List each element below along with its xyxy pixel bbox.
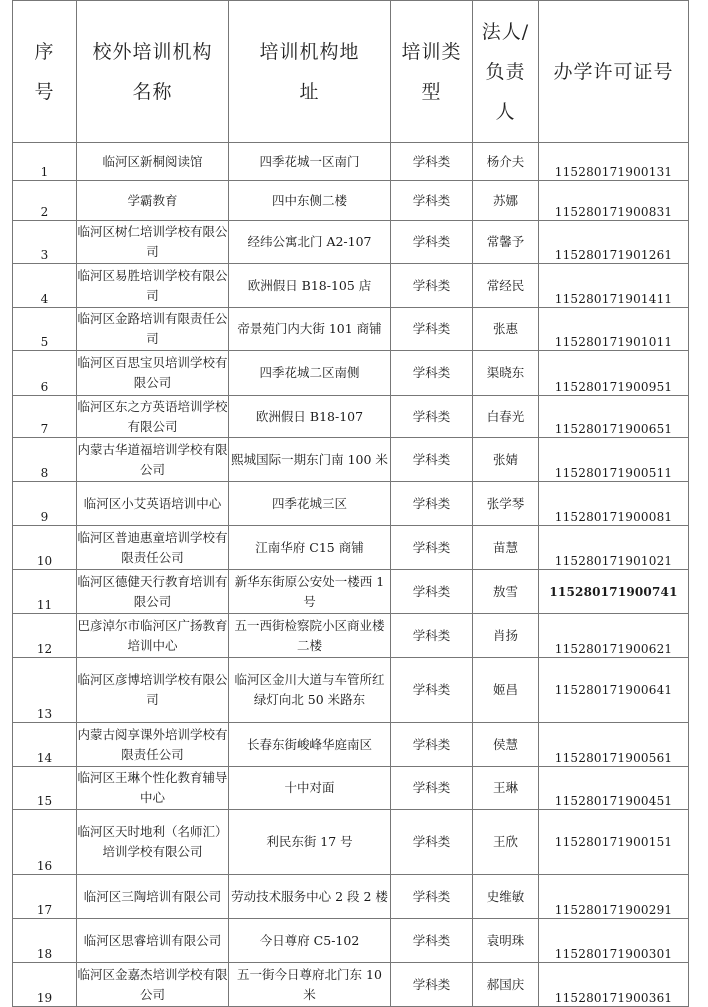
cell-address: 四季花城一区南门 <box>229 143 391 181</box>
table-row <box>13 658 689 723</box>
cell-license: 115280171900361 <box>539 963 689 1007</box>
cell-seq: 17 <box>13 875 77 919</box>
cell-seq: 15 <box>13 767 77 810</box>
cell-license: 115280171900301 <box>539 919 689 963</box>
header-seq <box>13 1 77 143</box>
cell-name: 临河区小艾英语培训中心 <box>77 482 229 526</box>
cell-type: 学科类 <box>391 658 473 723</box>
table-row <box>13 614 689 658</box>
cell-seq: 9 <box>13 482 77 526</box>
cell-type: 学科类 <box>391 351 473 396</box>
cell-name: 临河区彦博培训学校有限公司 <box>77 658 229 723</box>
header-address-line: 培训机构地 <box>259 40 360 63</box>
cell-type: 学科类 <box>391 614 473 658</box>
cell-license: 115280171900621 <box>539 614 689 658</box>
cell-license: 115280171900561 <box>539 723 689 767</box>
cell-seq: 7 <box>13 396 77 438</box>
cell-type: 学科类 <box>391 810 473 875</box>
table-row <box>13 221 689 264</box>
header-person-line: 负责 <box>485 60 526 83</box>
cell-name: 临河区金嘉杰培训学校有限公司 <box>77 963 229 1007</box>
header-person-line: 法人/ <box>481 20 530 43</box>
cell-person: 白春光 <box>473 396 539 438</box>
cell-seq: 16 <box>13 810 77 875</box>
table-row <box>13 396 689 438</box>
cell-name: 临河区王琳个性化教育辅导中心 <box>77 767 229 810</box>
cell-license: 115280171900291 <box>539 875 689 919</box>
cell-person: 苗慧 <box>473 526 539 570</box>
cell-address: 临河区金川大道与车管所红绿灯向北 50 米路东 <box>229 658 391 723</box>
cell-name: 内蒙古华道福培训学校有限公司 <box>77 438 229 482</box>
header-license <box>539 1 689 143</box>
cell-name: 临河区三陶培训有限公司 <box>77 875 229 919</box>
cell-person: 渠晓东 <box>473 351 539 396</box>
header-address-line: 址 <box>299 80 320 103</box>
cell-person: 姬昌 <box>473 658 539 723</box>
cell-type: 学科类 <box>391 438 473 482</box>
cell-address: 四中东侧二楼 <box>229 181 391 221</box>
cell-name: 内蒙古阅享课外培训学校有限责任公司 <box>77 723 229 767</box>
table-row <box>13 810 689 875</box>
header-type-line: 型 <box>421 80 442 103</box>
cell-seq: 11 <box>13 570 77 614</box>
cell-name: 学霸教育 <box>77 181 229 221</box>
cell-license: 115280171901261 <box>539 221 689 264</box>
cell-address: 五一街今日尊府北门东 10 米 <box>229 963 391 1007</box>
cell-address: 四季花城三区 <box>229 482 391 526</box>
cell-name: 临河区普迪惠童培训学校有限责任公司 <box>77 526 229 570</box>
cell-address: 经纬公寓北门 A2-107 <box>229 221 391 264</box>
cell-address: 五一西街检察院小区商业楼二楼 <box>229 614 391 658</box>
cell-name: 临河区德健天行教育培训有限公司 <box>77 570 229 614</box>
table-row <box>13 482 689 526</box>
cell-seq: 8 <box>13 438 77 482</box>
cell-address: 十中对面 <box>229 767 391 810</box>
table-row <box>13 264 689 308</box>
cell-seq: 3 <box>13 221 77 264</box>
cell-type: 学科类 <box>391 570 473 614</box>
cell-person: 常馨予 <box>473 221 539 264</box>
header-seq-line: 号 <box>34 80 55 103</box>
cell-seq: 19 <box>13 963 77 1007</box>
cell-type: 学科类 <box>391 875 473 919</box>
cell-address: 欧洲假日 B18-105 店 <box>229 264 391 308</box>
cell-seq: 5 <box>13 308 77 351</box>
cell-license: 115280171900741 <box>539 570 689 614</box>
table-row <box>13 308 689 351</box>
header-name <box>77 1 229 143</box>
cell-person: 杨介夫 <box>473 143 539 181</box>
cell-name: 巴彦淖尔市临河区广扬教育培训中心 <box>77 614 229 658</box>
header-name-line: 名称 <box>132 80 173 103</box>
cell-seq: 12 <box>13 614 77 658</box>
cell-person: 敖雪 <box>473 570 539 614</box>
cell-address: 今日尊府 C5-102 <box>229 919 391 963</box>
cell-address: 江南华府 C15 商铺 <box>229 526 391 570</box>
cell-person: 肖扬 <box>473 614 539 658</box>
header-type-line: 培训类 <box>401 40 462 63</box>
cell-seq: 1 <box>13 143 77 181</box>
cell-address: 熙城国际一期东门南 100 米 <box>229 438 391 482</box>
cell-type: 学科类 <box>391 767 473 810</box>
cell-person: 张惠 <box>473 308 539 351</box>
cell-person: 史维敏 <box>473 875 539 919</box>
cell-seq: 13 <box>13 658 77 723</box>
cell-address: 帝景苑门内大街 101 商铺 <box>229 308 391 351</box>
cell-license: 115280171900951 <box>539 351 689 396</box>
cell-type: 学科类 <box>391 963 473 1007</box>
cell-name: 临河区新桐阅读馆 <box>77 143 229 181</box>
table-row <box>13 351 689 396</box>
cell-person: 侯慧 <box>473 723 539 767</box>
table-row <box>13 767 689 810</box>
cell-address: 欧洲假日 B18-107 <box>229 396 391 438</box>
institution-table <box>12 0 689 1007</box>
cell-seq: 10 <box>13 526 77 570</box>
cell-name: 临河区金路培训有限责任公司 <box>77 308 229 351</box>
cell-type: 学科类 <box>391 526 473 570</box>
cell-name: 临河区天时地利（名师汇）培训学校有限公司 <box>77 810 229 875</box>
cell-name: 临河区易胜培训学校有限公司 <box>77 264 229 308</box>
cell-license: 115280171901021 <box>539 526 689 570</box>
cell-type: 学科类 <box>391 181 473 221</box>
cell-license: 115280171900451 <box>539 767 689 810</box>
cell-person: 苏娜 <box>473 181 539 221</box>
cell-person: 张学琴 <box>473 482 539 526</box>
cell-seq: 18 <box>13 919 77 963</box>
cell-person: 张婧 <box>473 438 539 482</box>
cell-type: 学科类 <box>391 143 473 181</box>
cell-address: 长春东街峻峰华庭南区 <box>229 723 391 767</box>
table-row <box>13 723 689 767</box>
header-person <box>473 1 539 143</box>
header-name-line: 校外培训机构 <box>92 40 213 63</box>
cell-license: 115280171900651 <box>539 396 689 438</box>
cell-person: 袁明珠 <box>473 919 539 963</box>
cell-name: 临河区思睿培训有限公司 <box>77 919 229 963</box>
cell-person: 常经民 <box>473 264 539 308</box>
cell-seq: 14 <box>13 723 77 767</box>
table-row <box>13 875 689 919</box>
cell-type: 学科类 <box>391 723 473 767</box>
header-type <box>391 1 473 143</box>
cell-type: 学科类 <box>391 482 473 526</box>
header-row <box>13 1 689 143</box>
header-address <box>229 1 391 143</box>
header-seq-line: 序 <box>34 40 55 63</box>
cell-person: 郝国庆 <box>473 963 539 1007</box>
table-row <box>13 181 689 221</box>
cell-license: 115280171900641 <box>539 658 689 723</box>
table-row <box>13 526 689 570</box>
cell-address: 劳动技术服务中心 2 段 2 楼 <box>229 875 391 919</box>
cell-address: 四季花城二区南侧 <box>229 351 391 396</box>
table-row <box>13 570 689 614</box>
table-row <box>13 919 689 963</box>
table-row <box>13 143 689 181</box>
cell-license: 115280171900081 <box>539 482 689 526</box>
cell-seq: 6 <box>13 351 77 396</box>
cell-license: 115280171900151 <box>539 810 689 875</box>
cell-type: 学科类 <box>391 264 473 308</box>
cell-seq: 4 <box>13 264 77 308</box>
cell-license: 115280171900511 <box>539 438 689 482</box>
cell-person: 王欣 <box>473 810 539 875</box>
cell-name: 临河区树仁培训学校有限公司 <box>77 221 229 264</box>
cell-type: 学科类 <box>391 919 473 963</box>
cell-address: 新华东街原公安处一楼西 1 号 <box>229 570 391 614</box>
cell-name: 临河区东之方英语培训学校有限公司 <box>77 396 229 438</box>
cell-seq: 2 <box>13 181 77 221</box>
cell-type: 学科类 <box>391 221 473 264</box>
cell-person: 王琳 <box>473 767 539 810</box>
table-row <box>13 438 689 482</box>
cell-name: 临河区百思宝贝培训学校有限公司 <box>77 351 229 396</box>
cell-type: 学科类 <box>391 396 473 438</box>
header-person-line: 人 <box>495 100 516 123</box>
cell-license: 115280171901011 <box>539 308 689 351</box>
cell-address: 利民东街 17 号 <box>229 810 391 875</box>
cell-type: 学科类 <box>391 308 473 351</box>
header-license-line: 办学许可证号 <box>553 60 674 83</box>
cell-license: 115280171900131 <box>539 143 689 181</box>
cell-license: 115280171900831 <box>539 181 689 221</box>
cell-license: 115280171901411 <box>539 264 689 308</box>
